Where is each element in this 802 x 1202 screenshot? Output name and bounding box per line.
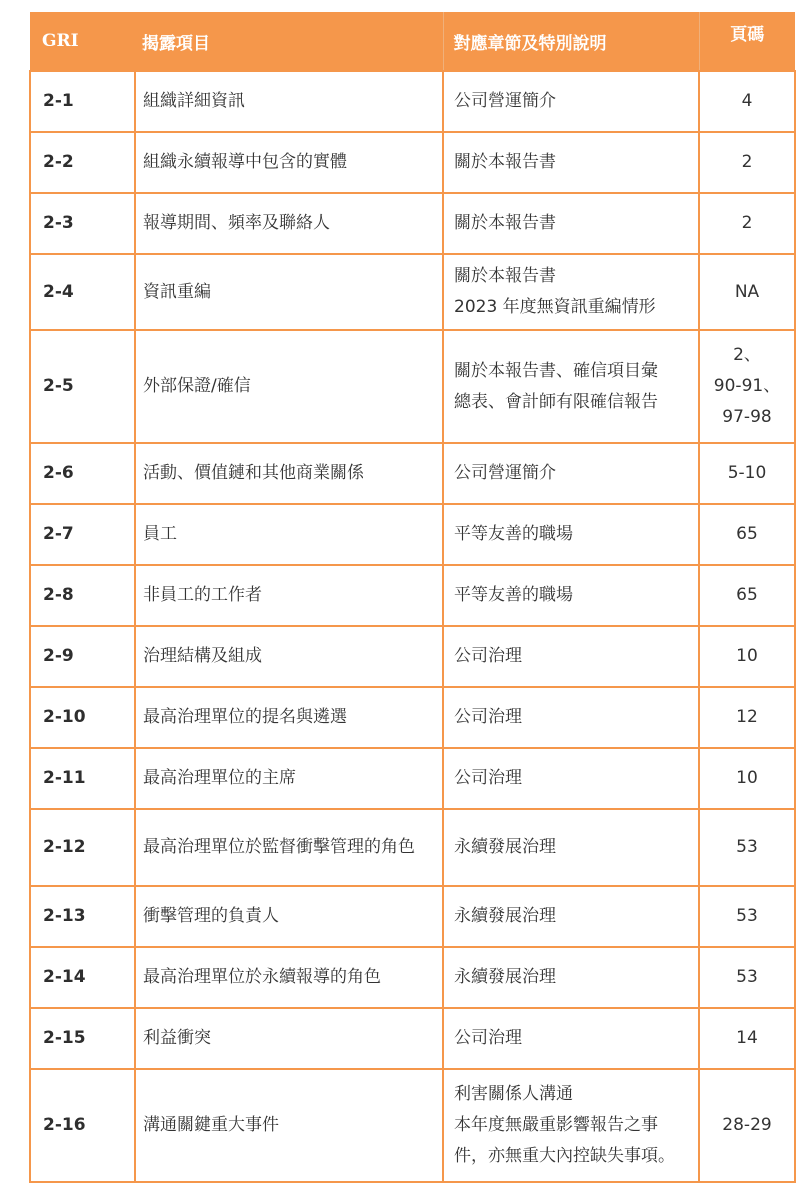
page-cell (699, 687, 795, 748)
page-cell (699, 132, 795, 193)
page-cell (699, 193, 795, 254)
disclosure-item: 治理結構及組成 (135, 626, 443, 687)
table-row (30, 809, 795, 886)
chapter-cell (443, 254, 699, 330)
disclosure-item: 利益衝突 (135, 1008, 443, 1069)
disclosure-item: 最高治理單位於監督衝擊管理的角色 (135, 809, 443, 886)
gri-code: 2-7 (30, 504, 135, 565)
gri-code: 2-1 (30, 71, 135, 132)
chapter-cell (443, 687, 699, 748)
disclosure-item: 組織永續報導中包含的實體 (135, 132, 443, 193)
page-number: 14 (736, 1028, 758, 1048)
table-body (30, 71, 795, 1182)
chapter-line: 公司治理 (454, 1028, 522, 1048)
page-number: 10 (736, 646, 758, 666)
chapter-line: 關於本報告書、確信項目彙 (454, 360, 658, 381)
disclosure-item: 外部保證/確信 (135, 330, 443, 443)
table-row (30, 504, 795, 565)
chapter-line: 平等友善的職場 (454, 524, 573, 544)
page-number: 65 (736, 524, 758, 544)
page-cell (699, 886, 795, 947)
page-cell (699, 443, 795, 504)
chapter-line: 永續發展治理 (454, 837, 556, 857)
page-cell (699, 1008, 795, 1069)
chapter-cell (443, 71, 699, 132)
chapter-cell (443, 748, 699, 809)
gri-code: 2-4 (30, 254, 135, 330)
gri-code: 2-11 (30, 748, 135, 809)
page-number: 2 (741, 152, 753, 172)
table-row (30, 193, 795, 254)
page-cell (699, 626, 795, 687)
page-number: 2、 (733, 345, 761, 365)
page-number: 53 (736, 906, 758, 926)
disclosure-item: 報導期間、頻率及聯絡人 (135, 193, 443, 254)
page-cell (699, 71, 795, 132)
chapter-line: 公司治理 (454, 768, 522, 788)
page-cell (699, 254, 795, 330)
page-number: 53 (736, 967, 758, 987)
header-item: 揭露項目 (142, 33, 210, 54)
chapter-line: 平等友善的職場 (454, 585, 573, 605)
chapter-cell (443, 443, 699, 504)
chapter-line: 總表、會計師有限確信報告 (454, 391, 658, 412)
page-number: 97-98 (722, 407, 772, 427)
table-row (30, 1008, 795, 1069)
chapter-cell (443, 504, 699, 565)
table-row (30, 443, 795, 504)
gri-code: 2-14 (30, 947, 135, 1008)
table-row (30, 947, 795, 1008)
table-row (30, 626, 795, 687)
page-number: 28-29 (722, 1115, 772, 1135)
page-cell (699, 330, 795, 443)
page-cell (699, 809, 795, 886)
page-number: 5-10 (727, 463, 767, 483)
table-row (30, 71, 795, 132)
gri-code: 2-12 (30, 809, 135, 886)
table-row (30, 1069, 795, 1182)
chapter-cell (443, 1008, 699, 1069)
chapter-cell (443, 947, 699, 1008)
table-row (30, 330, 795, 443)
gri-index-table (29, 12, 796, 1183)
chapter-line: 公司營運簡介 (454, 463, 556, 483)
chapter-line: 永續發展治理 (454, 967, 556, 987)
disclosure-item: 資訊重編 (135, 254, 443, 330)
disclosure-item: 非員工的工作者 (135, 565, 443, 626)
page-number: 4 (741, 91, 753, 111)
chapter-line: 關於本報告書 (454, 213, 556, 233)
disclosure-item: 衝擊管理的負責人 (135, 886, 443, 947)
chapter-cell (443, 193, 699, 254)
disclosure-item: 最高治理單位的提名與遴選 (135, 687, 443, 748)
table-row (30, 254, 795, 330)
page-cell (699, 748, 795, 809)
chapter-line: 公司治理 (454, 707, 522, 727)
chapter-cell (443, 626, 699, 687)
disclosure-item: 員工 (135, 504, 443, 565)
chapter-line: 本年度無嚴重影響報告之事 (454, 1115, 658, 1135)
gri-code: 2-9 (30, 626, 135, 687)
page-number: 12 (736, 707, 758, 727)
chapter-cell (443, 809, 699, 886)
disclosure-item: 組織詳細資訊 (135, 71, 443, 132)
gri-code: 2-3 (30, 193, 135, 254)
page-cell (699, 1069, 795, 1182)
gri-code: 2-15 (30, 1008, 135, 1069)
page-number: 2 (741, 213, 753, 233)
table-row (30, 748, 795, 809)
chapter-line: 永續發展治理 (454, 906, 556, 926)
page-number: 10 (736, 768, 758, 788)
chapter-line: 利害關係人溝通 (454, 1084, 573, 1104)
chapter-cell (443, 565, 699, 626)
gri-code: 2-8 (30, 565, 135, 626)
chapter-line: 關於本報告書 (454, 266, 556, 286)
table-row (30, 132, 795, 193)
chapter-cell (443, 330, 699, 443)
header-gri: GRI (42, 31, 79, 51)
header-page: 頁碼 (699, 12, 795, 71)
gri-code: 2-5 (30, 330, 135, 443)
chapter-line: 關於本報告書 (454, 152, 556, 172)
page-number: NA (734, 281, 760, 302)
page-cell (699, 565, 795, 626)
table-row (30, 886, 795, 947)
disclosure-item: 最高治理單位於永續報導的角色 (135, 947, 443, 1008)
disclosure-item: 最高治理單位的主席 (135, 748, 443, 809)
table-header-row (30, 12, 795, 71)
page-number: 90-91、 (713, 376, 781, 396)
gri-code: 2-13 (30, 886, 135, 947)
gri-code: 2-10 (30, 687, 135, 748)
gri-code: 2-6 (30, 443, 135, 504)
page-number: 53 (736, 837, 758, 857)
chapter-cell (443, 886, 699, 947)
header-chapter: 對應章節及特別說明 (443, 12, 699, 71)
chapter-cell (443, 1069, 699, 1182)
page-number: 65 (736, 585, 758, 605)
disclosure-item: 溝通關鍵重大事件 (135, 1069, 443, 1182)
gri-code: 2-2 (30, 132, 135, 193)
table-row (30, 565, 795, 626)
page-cell (699, 947, 795, 1008)
table-row (30, 687, 795, 748)
chapter-line: 2023 年度無資訊重編情形 (454, 297, 656, 317)
page-cell (699, 504, 795, 565)
chapter-line: 件，亦無重大內控缺失事項。 (454, 1146, 675, 1166)
gri-code: 2-16 (30, 1069, 135, 1182)
disclosure-item: 活動、價值鏈和其他商業關係 (135, 443, 443, 504)
chapter-line: 公司營運簡介 (454, 91, 556, 111)
chapter-cell (443, 132, 699, 193)
chapter-line: 公司治理 (454, 646, 522, 666)
